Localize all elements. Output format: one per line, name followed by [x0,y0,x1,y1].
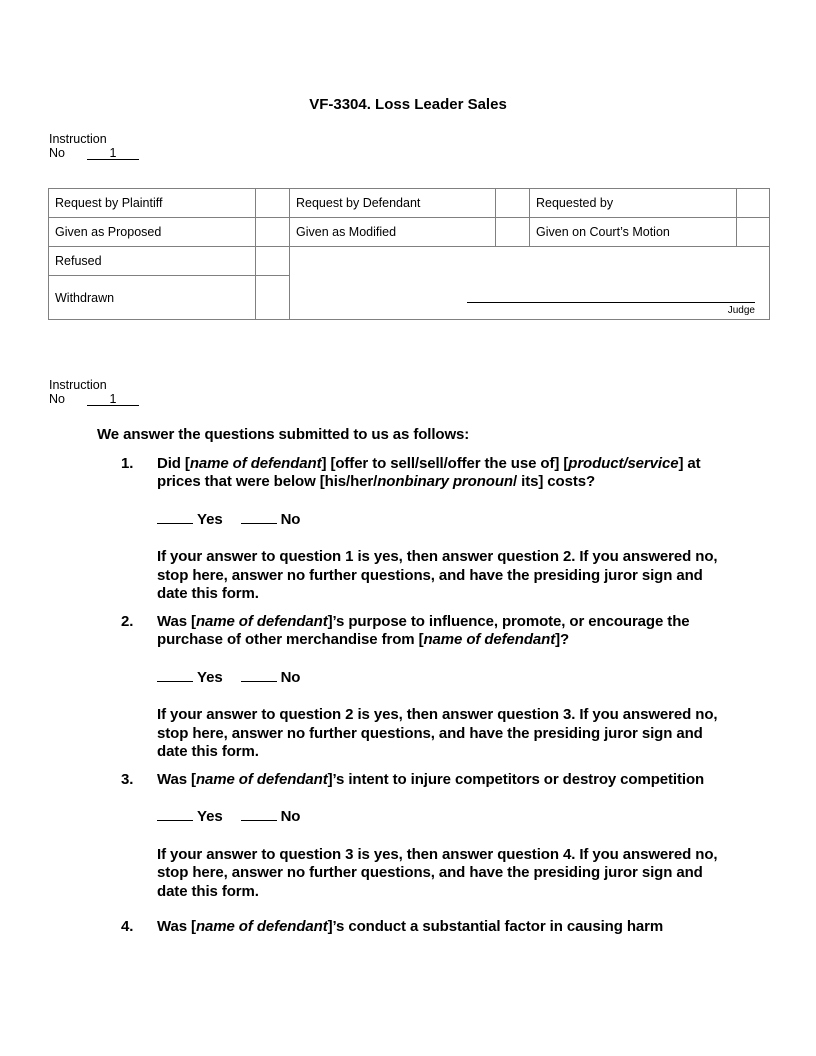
yes-no-answer [157,808,737,827]
instruction-label: Instruction [49,378,107,392]
verdict-form [97,426,737,937]
instruction-no-label: No [49,146,65,160]
question-list [97,455,737,937]
question-1 [97,455,737,607]
question-4 [97,918,737,937]
question-condition: If your answer to question 1 is yes, then answer question 2. If you answered no, stop here, answer no further questions, and have the presiding juror sign and date this form. [157,548,718,602]
question-text-segment: ] at prices that were below [his/her/ [157,454,701,490]
question-text-segment: ]’s conduct a substantial factor in causing harm [327,918,664,935]
given-as-modified-checkbox[interactable] [496,218,530,247]
question-text-segment: Did [ [157,454,190,472]
request-by-defendant-checkbox[interactable] [496,189,530,218]
yes-answer-blank[interactable] [157,808,193,821]
judge-signature-area[interactable] [290,247,770,320]
no-answer-blank[interactable] [241,808,277,821]
yes-answer-blank[interactable] [157,669,193,682]
instruction-no-label: No [49,392,65,406]
instruction-number-bottom [49,378,139,406]
question-number: 4. [121,918,134,935]
question-number: 1. [121,454,134,472]
question-2 [97,613,737,765]
question-condition: If your answer to question 2 is yes, then answer question 3. If you answered no, stop here, answer no further questions, and have the presiding juror sign and date this form. [157,706,718,760]
given-as-proposed-label: Given as Proposed [49,218,256,247]
requested-by-checkbox[interactable] [737,189,770,218]
question-number: 2. [121,612,134,630]
placeholder-text: name of defendant [195,770,328,788]
question-text-segment: ] [offer to sell/sell/offer the use of] [ [321,454,569,472]
given-on-courts-motion-label: Given on Court’s Motion [530,218,737,247]
question-condition: If your answer to question 3 is yes, then answer question 4. If you answered no, stop here, answer no further questions, and have the presiding juror sign and date this form. [157,845,718,900]
judge-signature-line [467,302,755,303]
page-title: VF-3304. Loss Leader Sales [309,96,507,113]
question-number: 3. [121,770,134,788]
no-label: No [280,510,301,528]
question-text-segment: / its] costs? [513,473,596,490]
no-label: No [280,668,301,686]
yes-no-answer [157,669,737,688]
request-table [48,188,770,320]
table-row [49,218,770,247]
no-label: No [280,808,301,825]
table-row [49,247,770,276]
withdrawn-label: Withdrawn [49,276,256,320]
question-text [157,455,737,492]
yes-no-answer [157,511,737,530]
question-text [157,771,737,790]
refused-label: Refused [49,247,256,276]
no-answer-blank[interactable] [241,511,277,524]
placeholder-text: name of defendant [195,612,328,630]
given-on-courts-motion-checkbox[interactable] [737,218,770,247]
question-text-segment: Was [ [157,612,196,630]
table-row [49,189,770,218]
yes-answer-blank[interactable] [157,511,193,524]
placeholder-text: name of defendant [195,918,328,935]
instruction-no-value[interactable]: 1 [87,393,139,406]
yes-label: Yes [197,668,223,686]
question-text-segment: Was [ [157,918,196,935]
no-answer-blank[interactable] [241,669,277,682]
placeholder-text: product/service [568,454,679,472]
instruction-label: Instruction [49,132,107,146]
question-text-segment: ]’s intent to injure competitors or destroy competition [327,770,705,788]
judge-label: Judge [727,305,755,316]
question-text-segment: ]? [555,631,570,648]
form-intro: We answer the questions submitted to us as follows: [97,426,470,443]
given-as-proposed-checkbox[interactable] [256,218,290,247]
yes-label: Yes [197,808,223,825]
placeholder-text: name of defendant [189,454,322,472]
question-text-segment: Was [ [157,770,196,788]
placeholder-text: nonbinary pronoun [377,473,513,490]
request-by-defendant-label: Request by Defendant [290,189,496,218]
given-as-modified-label: Given as Modified [290,218,496,247]
placeholder-text: name of defendant [423,631,556,648]
question-3 [97,771,737,905]
instruction-number-top [49,132,139,160]
request-by-plaintiff-checkbox[interactable] [256,189,290,218]
question-text [157,613,737,650]
refused-checkbox[interactable] [256,247,290,276]
yes-label: Yes [197,510,223,528]
request-by-plaintiff-label: Request by Plaintiff [49,189,256,218]
question-text-segment: ]’s purpose to influence, promote, or encourage the purchase of other merchandise from [ [157,612,690,648]
withdrawn-checkbox[interactable] [256,276,290,320]
instruction-no-value[interactable]: 1 [87,147,139,160]
requested-by-label: Requested by [530,189,737,218]
question-text [157,918,737,937]
